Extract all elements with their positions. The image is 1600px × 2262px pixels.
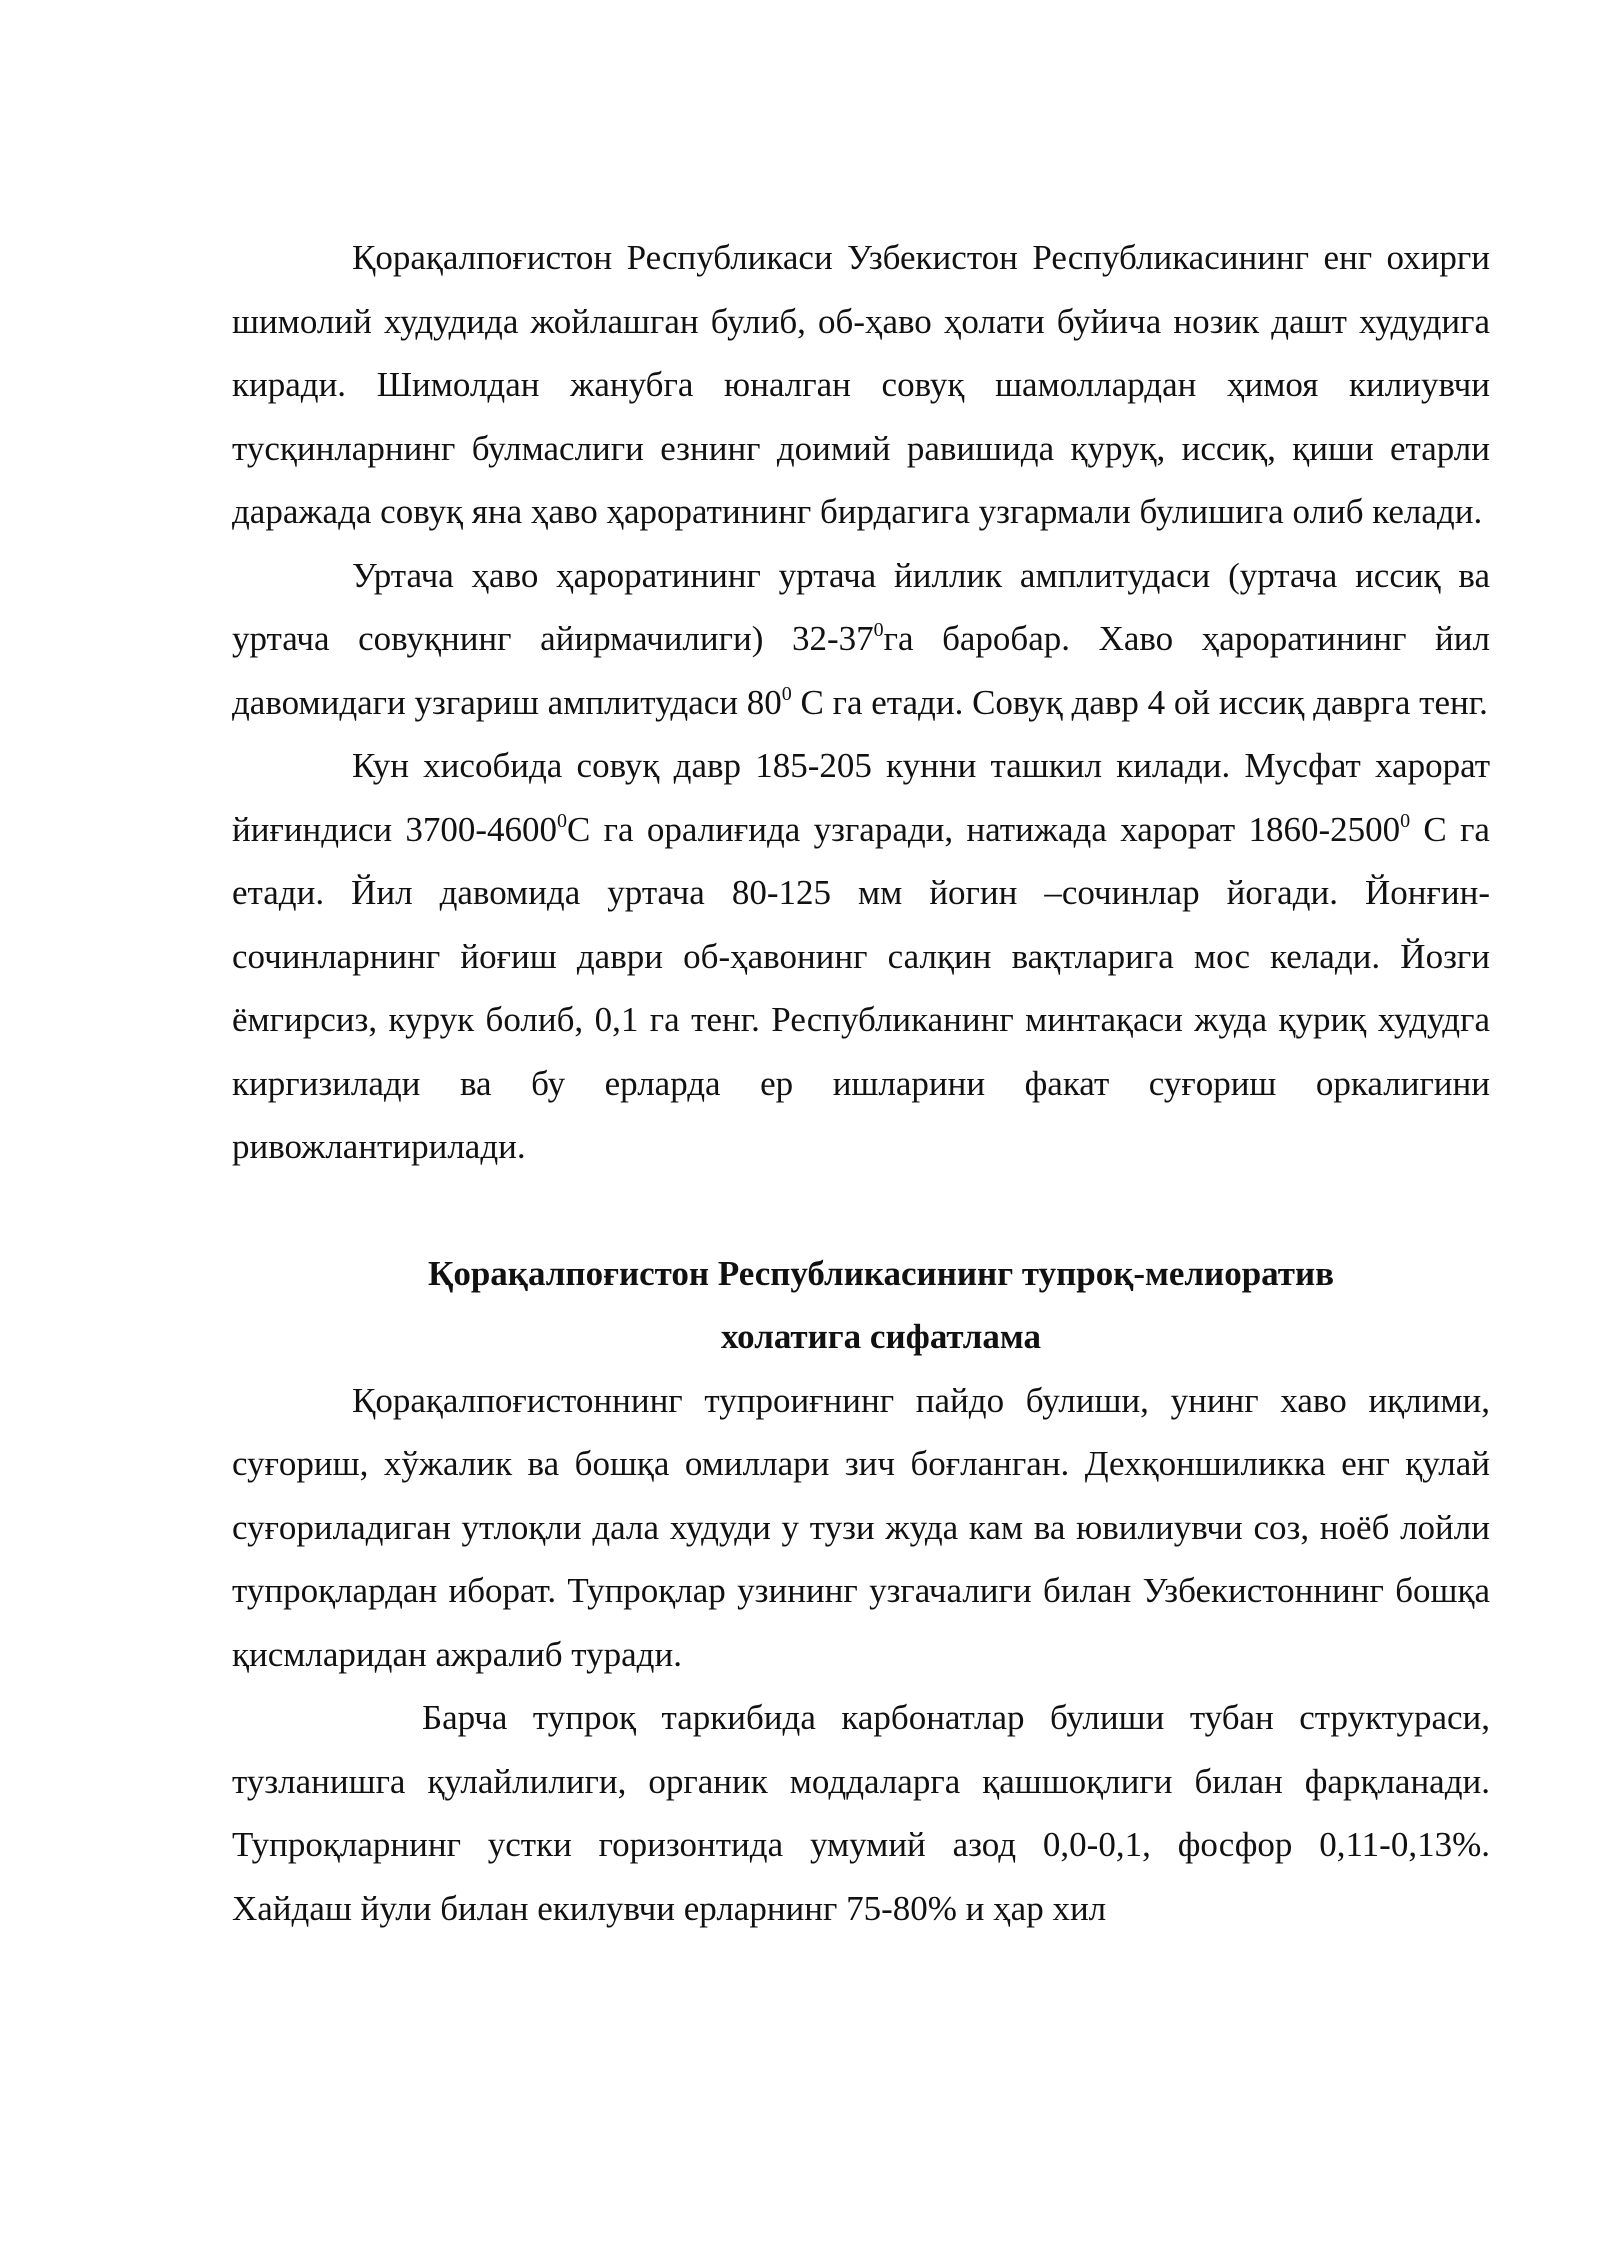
paragraph-cold-period xyxy=(232,734,1490,1179)
text-run: Кун хисобида совуқ давр 185-205 кунни ташкил килади. Мусфат харорат йиғиндиси 3700-4600 xyxy=(232,746,1490,849)
section-heading-line-1: Қорақалпоғистон Республикасининг тупроқ-мелиоратив xyxy=(427,1253,1335,1293)
superscript-degree: 0 xyxy=(873,619,884,641)
paragraph-soil-formation: Қорақалпоғистоннинг тупроиғнинг пайдо булиши, унинг хаво иқлими, суғориш, хўжалик ва бошқа омиллари зич боғланган. Дехқоншиликка енг қулай суғориладиган утлоқли дала худуди у тузи жуда кам ва ювилиувчи соз, ноёб лойли тупроқлардан иборат. Тупроқлар узининг узгачалиги билан Узбекистоннинг бошқа қисмларидан ажралиб туради. xyxy=(232,1380,1490,1674)
paragraph-soil-composition: Барча тупроқ таркибида карбонатлар булиши тубан структураси, тузланишга қулайлилиги, органик моддаларга қашшоқлиги билан фарқланади. Тупроқларнинг устки горизонтида умумий азод 0,0-0,1, фосфор 0,11-0,13%. Хайдаш йули билан екилувчи ерларнинг 75-80% и ҳар хил xyxy=(232,1698,1490,1928)
superscript-degree: 0 xyxy=(1400,809,1411,832)
superscript-degree: 0 xyxy=(557,809,568,832)
paragraph-climate-overview: Қорақалпоғистон Республикаси Узбекистон Республикасининг енг охирги шимолий худудида жойлашган булиб, об-ҳаво ҳолати буйича нозик дашт худудига киради. Шимолдан жанубга юналган совуқ шамоллардан ҳимоя килиувчи тусқинларнинг булмаслиги езнинг доимий равишида қуруқ, иссиқ, қиши етарли даражада совуқ яна ҳаво ҳароратининг бирдагига узгармали булишига олиб келади. xyxy=(232,238,1490,531)
text-run: С га оралиғида узгаради, натижада харорат 1860-2500 xyxy=(567,809,1401,849)
section-heading-line-2: холатига сифатлама xyxy=(720,1317,1041,1356)
text-run: С га етади. Йил давомида уртача 80-125 мм йогин –сочинлар йогади. Йонғин-сочинларнинг йоғиш даври об-ҳавонинг салқин вақтларига мос келади. Йозги ёмгирсиз, курук болиб, 0,1 га тенг. Республиканинг минтақаси жуда қуриқ худудга киргизилади ва бу ерларда ер ишларини факат суғориш оркалигини ривожлантирилади. xyxy=(232,809,1490,1166)
text-run: Уртача ҳаво ҳароратининг уртача йиллик амплитудаси (уртача иссиқ ва уртача совуқнинг айирмачилиги) 32-37 xyxy=(232,555,1490,658)
section-heading xyxy=(232,1242,1490,1369)
text-run: га баробар. Хаво ҳароратининг йил давомидаги узгариш амплитудаси 80 xyxy=(232,619,1490,722)
paragraph-temperature-amplitude xyxy=(232,544,1490,735)
text-run: С га етади. Совуқ давр 4 ой иссиқ даврга тенг. xyxy=(791,682,1488,722)
document-page xyxy=(232,226,1490,1940)
superscript-degree: 0 xyxy=(781,682,792,705)
